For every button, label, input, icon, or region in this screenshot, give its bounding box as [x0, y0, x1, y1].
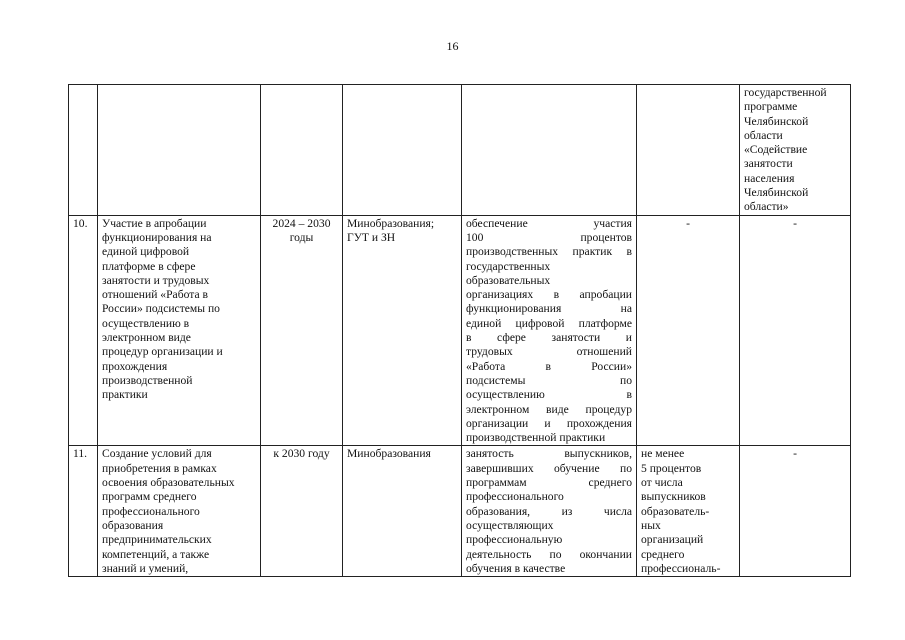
indicator-cell-line: организации и прохождения [466, 416, 632, 430]
value-cell-line: не менее [641, 447, 685, 461]
value-cell-line: - [686, 216, 690, 230]
indicator-cell [462, 215, 637, 446]
activity-cell-line: осуществлению в [102, 316, 190, 330]
program-link-cell-line: населения [744, 171, 795, 185]
indicator-cell-line: осуществляющих [466, 518, 554, 532]
period-cell-line: 2024 – 2030 [272, 216, 331, 230]
activity-cell-line: единой цифровой [102, 245, 190, 259]
activity-cell [98, 85, 261, 216]
activity-cell-line: образования [102, 518, 164, 532]
indicator-cell-line: обучения в качестве [466, 561, 566, 575]
activity-cell-line: платформе в сфере [102, 259, 196, 273]
activity-cell-line: приобретения в рамках [102, 461, 217, 475]
value-cell-line: от числа [641, 476, 683, 490]
activity-cell-line: функционирования на [102, 230, 212, 244]
activity-cell-line: профессионального [102, 504, 200, 518]
indicator-cell-line: обеспечение участия [466, 216, 632, 230]
indicator-cell-line: подсистемы по [466, 373, 632, 387]
indicator-cell-line: в сфере занятости и [466, 331, 632, 345]
activity-cell-line: предпринимательских [102, 533, 212, 547]
program-link-cell-line: Челябинской [744, 186, 809, 200]
indicator-cell-line: 100 процентов [466, 230, 632, 244]
period-cell [261, 85, 343, 216]
program-link-cell [740, 85, 851, 216]
program-link-cell-line: государственной [744, 86, 827, 99]
value-cell-line: среднего [641, 547, 685, 561]
value-cell-line: 5 процентов [641, 461, 702, 475]
row-number [69, 85, 98, 216]
program-link-cell-line: - [793, 447, 797, 461]
activity-cell-line: компетенций, а также [102, 547, 210, 561]
indicator-cell [462, 446, 637, 577]
activity-cell-line: производственной [102, 373, 193, 387]
indicator-cell-line: программам среднего [466, 476, 632, 490]
indicator-cell-line: «Работа в России» [466, 359, 632, 373]
activity-cell-line: России» подсистемы по [102, 302, 220, 316]
program-link-cell-line: области [744, 128, 783, 142]
indicator-cell-line: деятельность по окончании [466, 547, 632, 561]
program-link-cell-line: Челябинской [744, 114, 809, 128]
page-number: 16 [446, 39, 459, 53]
activity-cell-line: практики [102, 388, 148, 402]
period-cell [261, 446, 343, 577]
indicator-cell-line: образования, из числа [466, 504, 632, 518]
table-row [69, 85, 851, 216]
program-link-cell-line: программе [744, 100, 798, 114]
table-body [69, 85, 851, 577]
activity-cell-line: знаний и умений, [102, 561, 189, 575]
program-link-cell [740, 215, 851, 446]
indicator-cell [462, 85, 637, 216]
activity-cell-line: занятости и трудовых [102, 273, 210, 287]
indicator-cell-line: профессиональную [466, 533, 563, 547]
program-link-cell-line: занятости [744, 157, 793, 171]
table-row [69, 446, 851, 577]
indicator-cell-line: профессионального [466, 490, 564, 504]
responsible-cell-line: Минобразования; [347, 216, 435, 230]
indicator-cell-line: осуществлению в [466, 388, 632, 402]
table-row [69, 215, 851, 446]
indicator-cell-line: функционирования на [466, 302, 632, 316]
program-link-cell [740, 446, 851, 577]
program-link-cell-line: области» [744, 200, 789, 214]
program-link-cell-line: - [793, 216, 797, 230]
period-cell [261, 215, 343, 446]
indicator-cell-line: электронном виде процедур [466, 402, 632, 416]
indicator-cell-line: трудовых отношений [466, 345, 632, 359]
value-cell-line: выпускников [641, 490, 706, 504]
activity-cell [98, 215, 261, 446]
activity-cell-line: освоения образовательных [102, 476, 235, 490]
responsible-cell [343, 215, 462, 446]
measures-table [68, 84, 851, 577]
row-number: 11. [69, 446, 98, 577]
activity-cell-line: электронном виде [102, 331, 191, 345]
activity-cell-line: отношений «Работа в [102, 288, 208, 302]
row-number: 10. [69, 215, 98, 446]
activity-cell-line: процедур организации и [102, 345, 223, 359]
indicator-cell-line: производственных практик в [466, 245, 632, 259]
period-cell-line: к 2030 году [273, 447, 330, 461]
value-cell [637, 446, 740, 577]
indicator-cell-line: организациях в апробации [466, 288, 632, 302]
responsible-cell-line: ГУТ и ЗН [347, 230, 396, 244]
period-cell-line: годы [289, 230, 314, 244]
activity-cell-line: прохождения [102, 359, 168, 373]
indicator-cell-line: образовательных [466, 273, 551, 287]
responsible-cell [343, 446, 462, 577]
activity-cell [98, 446, 261, 577]
activity-cell-line: программ среднего [102, 490, 197, 504]
value-cell-line: профессиональ- [641, 561, 721, 575]
responsible-cell [343, 85, 462, 216]
value-cell-line: ных [641, 518, 661, 532]
indicator-cell-line: единой цифровой платформе [466, 316, 632, 330]
value-cell-line: организаций [641, 533, 704, 547]
indicator-cell-line: занятость выпускников, [466, 447, 632, 461]
value-cell [637, 215, 740, 446]
indicator-cell-line: производственной практики [466, 431, 606, 445]
value-cell-line: образователь- [641, 504, 710, 518]
activity-cell-line: Участие в апробации [102, 216, 207, 230]
indicator-cell-line: завершивших обучение по [466, 461, 632, 475]
responsible-cell-line: Минобразования [347, 447, 431, 461]
program-link-cell-line: «Содействие [744, 143, 808, 157]
indicator-cell-line: государственных [466, 259, 551, 273]
value-cell [637, 85, 740, 216]
activity-cell-line: Создание условий для [102, 447, 212, 461]
